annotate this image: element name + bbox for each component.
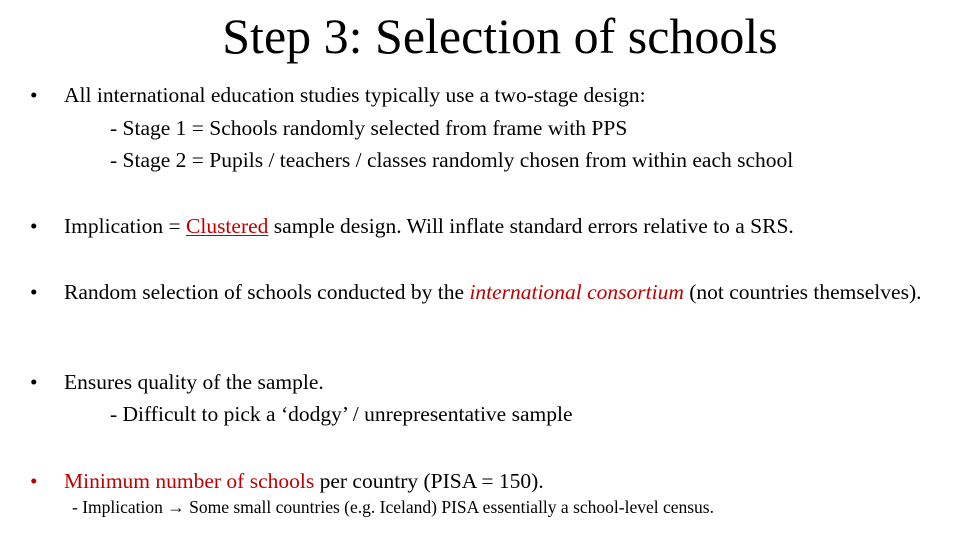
sub-bullet-dodgy-sample: - Difficult to pick a ‘dodgy’ / unrepresentative sample bbox=[110, 402, 573, 426]
bullet-text-post: sample design. Will inflate standard errors relative to a SRS. bbox=[268, 214, 794, 238]
bullet-text-pre: Implication = bbox=[64, 214, 186, 238]
bullet-text bbox=[64, 468, 924, 494]
sub-bullet-stage-1: - Stage 1 = Schools randomly selected from frame with PPS bbox=[110, 116, 628, 140]
bullet-text bbox=[64, 213, 924, 239]
bullet-text-post: (not countries themselves). bbox=[683, 280, 922, 304]
slide-title: Step 3: Selection of schools bbox=[222, 8, 778, 64]
bullet-marker: • bbox=[30, 83, 38, 107]
bullet-text-post: per country (PISA = 150). bbox=[314, 469, 544, 493]
bullet-marker: • bbox=[30, 370, 38, 394]
highlight-minimum-number: Minimum number of schools bbox=[64, 469, 315, 493]
highlight-clustered: Clustered bbox=[186, 214, 269, 238]
bullet-text-pre: Random selection of schools conducted by the bbox=[64, 280, 470, 304]
bullet-marker: • bbox=[30, 280, 38, 304]
bullet-text: All international education studies typically use a two-stage design: bbox=[64, 83, 646, 107]
bullet-marker: • bbox=[30, 214, 38, 238]
bullet-text bbox=[64, 279, 924, 305]
highlight-international-consortium: international consortium bbox=[469, 280, 684, 304]
sub-bullet-iceland-census: - Implication → Some small countries (e.g. Iceland) PISA essentially a school-level census. bbox=[72, 497, 714, 517]
bullet-text: Ensures quality of the sample. bbox=[64, 370, 324, 394]
bullet-marker: • bbox=[30, 469, 38, 493]
sub-bullet-stage-2: - Stage 2 = Pupils / teachers / classes randomly chosen from within each school bbox=[110, 148, 794, 172]
